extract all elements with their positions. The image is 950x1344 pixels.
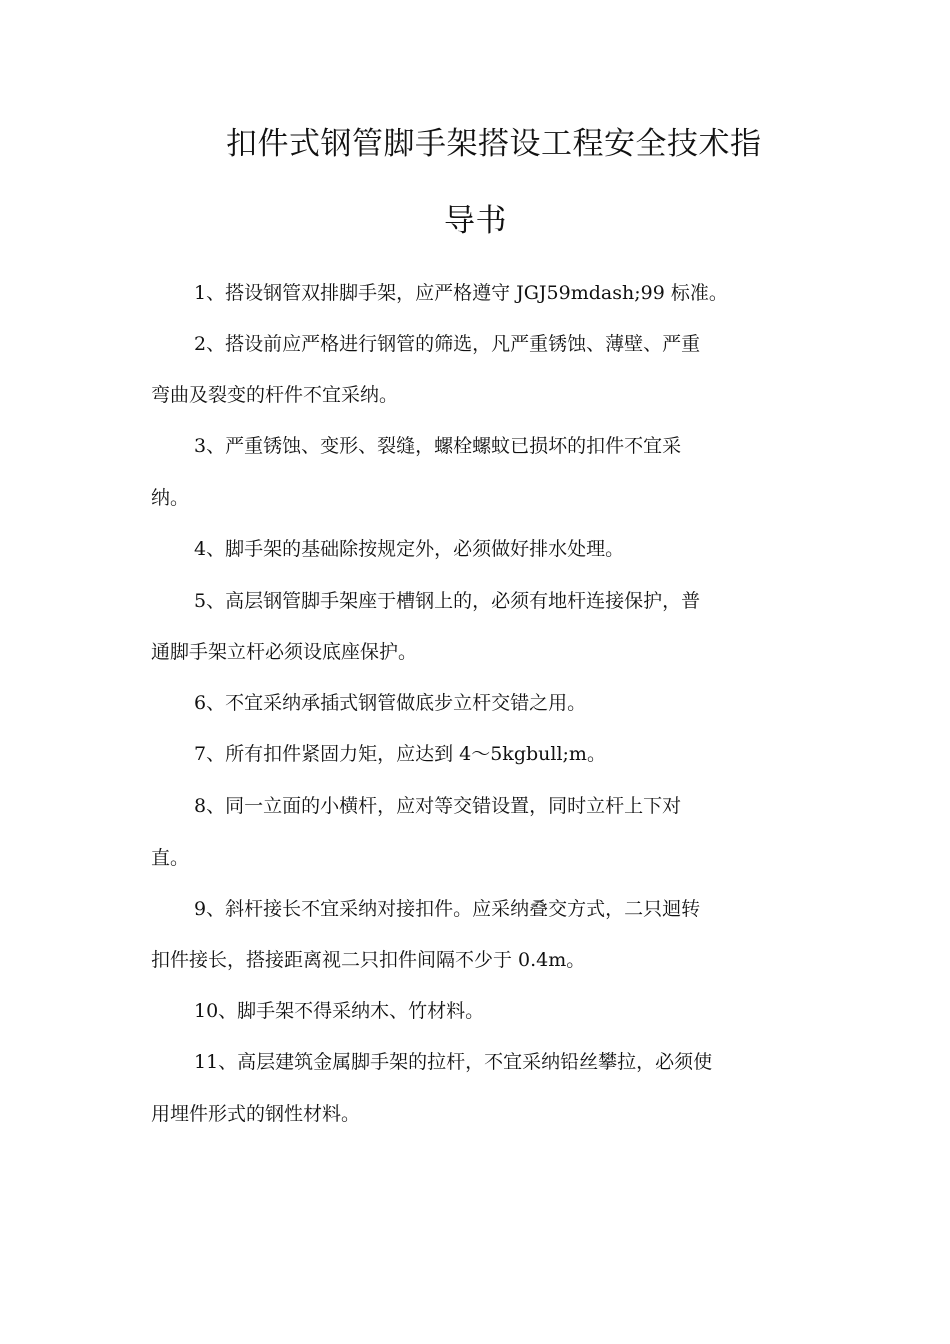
- list-item-6-line-1: 6、不宜采纳承插式钢管做底步立杆交错之用。: [194, 692, 587, 714]
- list-item-10-line-1: 10、脚手架不得采纳木、竹材料。: [194, 1000, 485, 1022]
- list-item-5-line-2: 通脚手架立杆必须设底座保护。: [151, 641, 418, 663]
- list-item-9-line-1: 9、斜杆接长不宜采纳对接扣件。应采纳叠交方式，二只迴转: [194, 898, 701, 920]
- list-item-11-line-1: 11、高层建筑金属脚手架的拉杆，不宜采纳铅丝攀拉，必须使: [194, 1051, 713, 1073]
- list-item-5-line-1: 5、高层钢管脚手架座于槽钢上的，必须有地杆连接保护，普: [194, 590, 701, 612]
- list-item-11-line-2: 用埋件形式的钢性材料。: [151, 1103, 361, 1125]
- list-item-4-line-1: 4、脚手架的基础除按规定外，必须做好排水处理。: [194, 538, 625, 560]
- list-item-8-line-1: 8、同一立面的小横杆，应对等交错设置，同时立杆上下对: [194, 795, 682, 817]
- document-title-line2: 导书: [444, 203, 507, 239]
- list-item-1-line-1: 1、搭设钢管双排脚手架，应严格遵守 JGJ59mdash;99 标准。: [194, 282, 728, 304]
- list-item-2-line-1: 2、搭设前应严格进行钢管的筛选，凡严重锈蚀、薄壁、严重: [194, 333, 701, 355]
- list-item-7-line-1: 7、所有扣件紧固力矩，应达到 4～5kgbull;m。: [194, 743, 606, 765]
- list-item-9-line-2: 扣件接长，搭接距离视二只扣件间隔不少于 0.4m。: [151, 949, 586, 971]
- list-item-3-line-2: 纳。: [151, 487, 190, 509]
- list-item-2-line-2: 弯曲及裂变的杆件不宜采纳。: [151, 384, 399, 406]
- list-item-8-line-2: 直。: [151, 847, 190, 869]
- document-title-line1: 扣件式钢管脚手架搭设工程安全技术指: [226, 126, 762, 162]
- list-item-3-line-1: 3、严重锈蚀、变形、裂缝，螺栓螺蚊已损坏的扣件不宜采: [194, 435, 682, 457]
